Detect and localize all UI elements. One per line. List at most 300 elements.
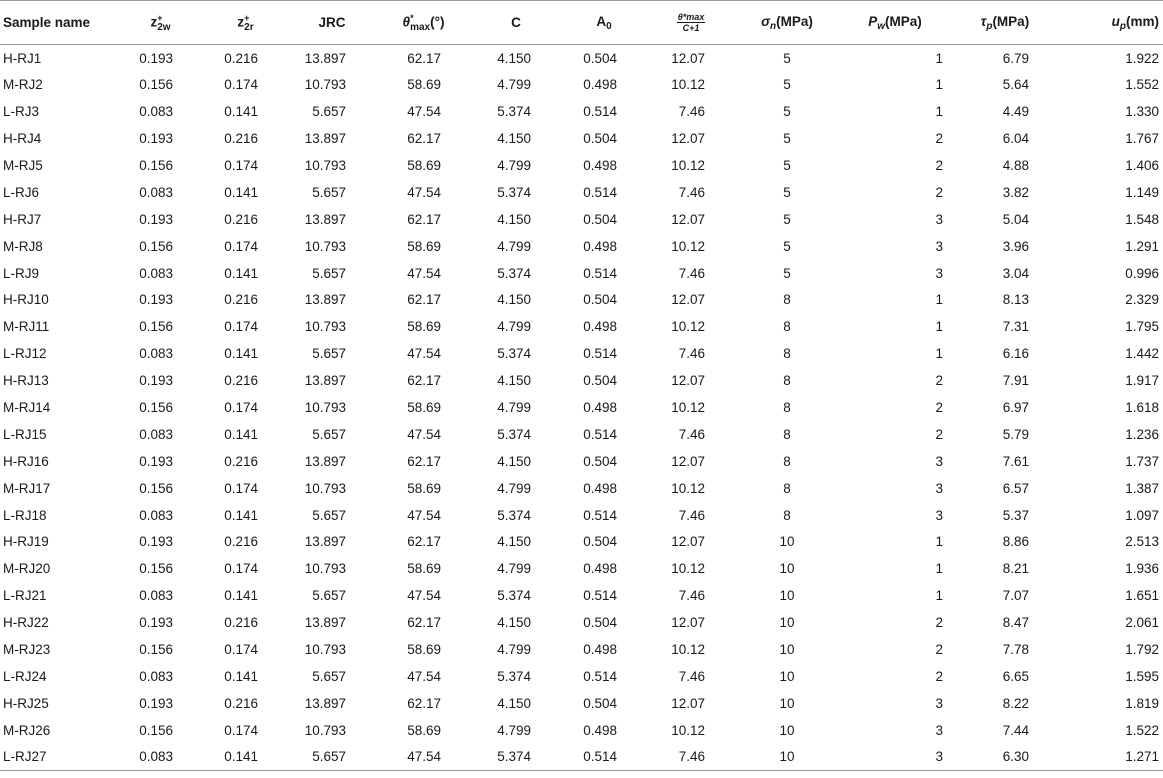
- cell-c: 4.799: [497, 158, 531, 173]
- cell-a0: 0.514: [583, 426, 617, 442]
- cell-sample-name: L-RJ9: [3, 265, 40, 281]
- cell-sample-name: L-RJ18: [3, 507, 47, 523]
- cell-pw: 3: [935, 722, 943, 738]
- header-subscript: 0: [606, 21, 612, 32]
- cell-z2r: 0.141: [224, 749, 258, 765]
- cell-up: 1.442: [1125, 346, 1159, 362]
- cell-theta-max: 47.54: [407, 265, 441, 281]
- cell-theta-max: 47.54: [407, 104, 441, 120]
- header-sigma-n: [735, 1, 839, 45]
- cell-theta-max: 58.69: [407, 238, 441, 254]
- cell-theta-max: 62.17: [407, 615, 441, 631]
- cell-tau-p: 8.21: [1002, 561, 1029, 577]
- table-row: [0, 152, 1163, 179]
- cell-theta-ratio: 10.12: [671, 561, 705, 577]
- cell-sample-name: M-RJ11: [3, 319, 50, 335]
- cell-theta-max: 62.17: [407, 534, 441, 550]
- cell-a0: 0.514: [583, 507, 617, 523]
- cell-a0: 0.514: [583, 668, 617, 684]
- cell-c: 4.150: [497, 131, 531, 147]
- cell-a0: 0.504: [583, 131, 617, 147]
- cell-pw: 2: [935, 400, 943, 416]
- cell-tau-p: 8.13: [1002, 292, 1029, 308]
- cell-z2r: 0.174: [224, 319, 258, 335]
- cell-a0: 0.498: [583, 561, 617, 577]
- cell-theta-ratio: 7.46: [678, 668, 705, 684]
- cell-up: 1.767: [1125, 131, 1159, 147]
- cell-theta-max: 58.69: [407, 642, 441, 658]
- cell-theta-max: 47.54: [407, 426, 441, 442]
- table-row: [0, 71, 1163, 98]
- cell-pw: 1: [935, 104, 943, 120]
- cell-theta-ratio: 7.46: [678, 507, 705, 523]
- cell-jrc: 13.897: [304, 453, 346, 469]
- cell-theta-ratio: 7.46: [678, 426, 705, 442]
- cell-up: 1.522: [1125, 722, 1159, 738]
- cell-jrc: 13.897: [304, 292, 346, 308]
- cell-theta-max: 62.17: [407, 211, 441, 227]
- cell-z2r: 0.174: [224, 480, 258, 496]
- cell-tau-p: 4.88: [1002, 158, 1029, 173]
- cell-z2r: 0.141: [224, 104, 258, 120]
- cell-a0: 0.504: [583, 534, 617, 550]
- cell-tau-p: 7.91: [1002, 373, 1029, 389]
- header-symbol: C: [511, 15, 521, 30]
- cell-a0: 0.504: [583, 50, 617, 66]
- cell-theta-max: 62.17: [407, 292, 441, 308]
- cell-c: 4.150: [497, 373, 531, 389]
- cell-c: 4.150: [497, 534, 531, 550]
- cell-sample-name: M-RJ14: [3, 400, 51, 416]
- cell-z2w: 0.156: [139, 238, 173, 254]
- cell-theta-max: 62.17: [407, 373, 441, 389]
- cell-theta-max: 47.54: [407, 749, 441, 765]
- table-row: [0, 313, 1163, 340]
- cell-tau-p: 5.04: [1002, 211, 1029, 227]
- cell-c: 4.150: [497, 50, 531, 66]
- cell-sample-name: M-RJ20: [3, 561, 51, 577]
- cell-tau-p: 6.57: [1002, 480, 1029, 496]
- cell-pw: 3: [935, 749, 943, 765]
- cell-tau-p: 3.04: [1002, 265, 1029, 281]
- cell-tau-p: 8.86: [1002, 534, 1029, 550]
- cell-up: 1.552: [1125, 77, 1159, 93]
- cell-z2r: 0.216: [224, 50, 258, 66]
- cell-z2w: 0.193: [139, 50, 173, 66]
- cell-up: 1.291: [1125, 238, 1159, 254]
- cell-z2w: 0.156: [139, 561, 173, 577]
- cell-jrc: 13.897: [304, 373, 346, 389]
- cell-z2w: 0.156: [139, 722, 173, 738]
- cell-theta-max: 58.69: [407, 722, 441, 738]
- cell-jrc: 13.897: [304, 695, 346, 711]
- header-scripts: [877, 14, 885, 31]
- cell-z2w: 0.193: [139, 615, 173, 631]
- cell-c: 5.374: [497, 184, 531, 200]
- header-subscript: p: [1119, 21, 1126, 32]
- cell-sigma-n: 5: [783, 77, 791, 93]
- table-row: [0, 663, 1163, 690]
- table-row: [0, 179, 1163, 206]
- cell-z2w: 0.083: [139, 749, 173, 765]
- cell-jrc: 10.793: [304, 642, 346, 658]
- cell-a0: 0.504: [583, 453, 617, 469]
- header-symbol: z: [150, 14, 158, 30]
- cell-a0: 0.504: [583, 292, 617, 308]
- cell-jrc: 10.793: [304, 400, 346, 416]
- cell-a0: 0.498: [583, 722, 617, 738]
- cell-tau-p: 8.47: [1002, 615, 1029, 631]
- cell-theta-ratio: 12.07: [671, 534, 705, 550]
- table-row: [0, 260, 1163, 287]
- cell-up: 1.097: [1125, 507, 1159, 523]
- table-row: [0, 448, 1163, 475]
- cell-sample-name: H-RJ1: [3, 50, 42, 66]
- cell-sigma-n: 10: [779, 588, 795, 604]
- cell-sigma-n: 10: [779, 534, 795, 550]
- cell-up: 1.149: [1125, 184, 1159, 200]
- cell-theta-max: 58.69: [407, 158, 441, 173]
- cell-up: 1.792: [1125, 642, 1159, 658]
- cell-theta-ratio: 10.12: [671, 480, 705, 496]
- table-row: [0, 125, 1163, 152]
- header-unit: (mm): [1126, 14, 1159, 30]
- cell-a0: 0.504: [583, 211, 617, 227]
- cell-up: 1.917: [1125, 373, 1159, 389]
- table-row: [0, 45, 1163, 72]
- cell-theta-max: 58.69: [407, 319, 441, 335]
- header-a0: [561, 1, 647, 45]
- cell-z2w: 0.083: [139, 104, 173, 120]
- cell-a0: 0.514: [583, 184, 617, 200]
- cell-theta-ratio: 10.12: [671, 400, 705, 416]
- cell-pw: 2: [935, 642, 943, 658]
- cell-up: 1.936: [1125, 561, 1159, 577]
- cell-theta-ratio: 7.46: [678, 265, 705, 281]
- cell-theta-max: 47.54: [407, 507, 441, 523]
- cell-sigma-n: 10: [779, 695, 795, 711]
- cell-theta-max: 62.17: [407, 695, 441, 711]
- cell-jrc: 10.793: [304, 238, 346, 254]
- header-theta-max: [376, 1, 471, 45]
- cell-c: 4.799: [497, 238, 531, 254]
- cell-a0: 0.514: [583, 588, 617, 604]
- header-unit: (MPa): [885, 14, 922, 30]
- cell-tau-p: 7.78: [1002, 642, 1029, 658]
- cell-theta-ratio: 7.46: [678, 104, 705, 120]
- cell-z2w: 0.083: [139, 184, 173, 200]
- header-c: [471, 1, 561, 45]
- cell-theta-max: 62.17: [407, 131, 441, 147]
- cell-z2w: 0.156: [139, 158, 173, 173]
- table-row: [0, 636, 1163, 663]
- table-row: [0, 287, 1163, 314]
- cell-a0: 0.514: [583, 346, 617, 362]
- table-row: [0, 717, 1163, 744]
- cell-c: 4.799: [497, 77, 531, 93]
- cell-c: 4.799: [497, 722, 531, 738]
- cell-sample-name: L-RJ6: [3, 184, 40, 200]
- cell-sample-name: L-RJ24: [3, 668, 47, 684]
- cell-tau-p: 7.31: [1002, 319, 1029, 335]
- header-jrc: [288, 1, 376, 45]
- cell-theta-ratio: 12.07: [671, 292, 705, 308]
- cell-theta-ratio: 12.07: [671, 373, 705, 389]
- header-pw: [839, 1, 951, 45]
- cell-c: 4.150: [497, 615, 531, 631]
- cell-z2r: 0.141: [224, 265, 258, 281]
- cell-sigma-n: 10: [779, 668, 795, 684]
- cell-theta-max: 47.54: [407, 346, 441, 362]
- cell-theta-ratio: 12.07: [671, 131, 705, 147]
- header-symbol: Sample name: [3, 15, 91, 30]
- cell-sigma-n: 5: [783, 211, 791, 227]
- cell-jrc: 5.657: [312, 184, 346, 200]
- cell-theta-ratio: 7.46: [678, 184, 705, 200]
- cell-z2r: 0.141: [224, 184, 258, 200]
- cell-pw: 1: [935, 588, 943, 604]
- header-up: [1059, 1, 1163, 45]
- cell-pw: 2: [935, 668, 943, 684]
- cell-a0: 0.498: [583, 400, 617, 416]
- cell-theta-ratio: 10.12: [671, 238, 705, 254]
- header-superscript: +: [244, 12, 250, 23]
- cell-sample-name: M-RJ23: [3, 642, 51, 658]
- header-scripts: [244, 14, 253, 32]
- cell-pw: 1: [935, 346, 943, 362]
- header-subscript: n: [770, 21, 777, 32]
- cell-up: 1.330: [1125, 104, 1159, 120]
- cell-pw: 2: [935, 184, 943, 200]
- header-symbol: A: [596, 14, 607, 30]
- header-subscript: 2w: [157, 21, 171, 33]
- cell-a0: 0.498: [583, 77, 617, 93]
- cell-z2w: 0.156: [139, 480, 173, 496]
- cell-theta-max: 47.54: [407, 588, 441, 604]
- table-row: [0, 475, 1163, 502]
- cell-theta-max: 58.69: [407, 400, 441, 416]
- cell-z2w: 0.193: [139, 211, 173, 227]
- cell-tau-p: 6.30: [1002, 749, 1029, 765]
- cell-theta-ratio: 10.12: [671, 158, 705, 173]
- cell-z2r: 0.216: [224, 292, 258, 308]
- cell-sample-name: M-RJ8: [3, 238, 43, 254]
- table-row: [0, 502, 1163, 529]
- cell-pw: 2: [935, 615, 943, 631]
- cell-up: 1.819: [1125, 695, 1159, 711]
- cell-z2r: 0.174: [224, 400, 258, 416]
- cell-tau-p: 7.07: [1002, 588, 1029, 604]
- cell-sigma-n: 5: [783, 158, 791, 173]
- cell-pw: 3: [935, 238, 943, 254]
- cell-c: 4.150: [497, 453, 531, 469]
- cell-jrc: 13.897: [304, 211, 346, 227]
- cell-theta-ratio: 12.07: [671, 211, 705, 227]
- header-scripts: [157, 14, 170, 32]
- fraction-denominator: C+1: [682, 23, 700, 33]
- cell-c: 5.374: [497, 265, 531, 281]
- cell-sigma-n: 10: [779, 722, 795, 738]
- cell-tau-p: 6.79: [1002, 50, 1029, 66]
- cell-tau-p: 6.04: [1002, 131, 1029, 147]
- cell-c: 4.799: [497, 561, 531, 577]
- cell-jrc: 10.793: [304, 319, 346, 335]
- cell-up: 0.996: [1125, 265, 1159, 281]
- cell-pw: 1: [935, 77, 943, 93]
- cell-pw: 1: [935, 561, 943, 577]
- cell-theta-ratio: 12.07: [671, 615, 705, 631]
- cell-sigma-n: 8: [783, 292, 791, 308]
- cell-c: 4.799: [497, 400, 531, 416]
- cell-sigma-n: 10: [779, 561, 795, 577]
- cell-c: 4.799: [497, 319, 531, 335]
- cell-pw: 1: [935, 534, 943, 550]
- cell-jrc: 10.793: [304, 158, 346, 173]
- cell-jrc: 10.793: [304, 480, 346, 496]
- cell-z2r: 0.174: [224, 722, 258, 738]
- header-unit: (MPa): [776, 14, 813, 30]
- cell-up: 2.061: [1125, 615, 1159, 631]
- table-row: [0, 609, 1163, 636]
- cell-jrc: 5.657: [312, 588, 346, 604]
- cell-tau-p: 5.64: [1002, 77, 1029, 93]
- cell-z2r: 0.141: [224, 507, 258, 523]
- header-symbol: θ: [402, 14, 411, 30]
- cell-a0: 0.514: [583, 104, 617, 120]
- cell-tau-p: 5.79: [1002, 426, 1029, 442]
- cell-theta-ratio: 7.46: [678, 588, 705, 604]
- cell-z2w: 0.156: [139, 400, 173, 416]
- cell-jrc: 13.897: [304, 50, 346, 66]
- table-row: [0, 98, 1163, 125]
- cell-tau-p: 7.44: [1002, 722, 1029, 738]
- cell-jrc: 13.897: [304, 615, 346, 631]
- table-row: [0, 582, 1163, 609]
- header-subscript: max: [410, 21, 431, 33]
- cell-up: 1.795: [1125, 319, 1159, 335]
- table-header-row: [0, 1, 1163, 45]
- table-row: [0, 367, 1163, 394]
- cell-sample-name: H-RJ7: [3, 211, 42, 227]
- cell-a0: 0.514: [583, 749, 617, 765]
- cell-jrc: 10.793: [304, 77, 346, 93]
- cell-jrc: 13.897: [304, 131, 346, 147]
- cell-z2r: 0.141: [224, 668, 258, 684]
- header-scripts: [410, 14, 430, 32]
- cell-sample-name: H-RJ4: [3, 131, 42, 147]
- table-row: [0, 233, 1163, 260]
- header-sample-name: [0, 1, 118, 45]
- cell-a0: 0.504: [583, 373, 617, 389]
- cell-sample-name: H-RJ25: [3, 695, 49, 711]
- cell-jrc: 5.657: [312, 668, 346, 684]
- cell-sigma-n: 8: [783, 480, 791, 496]
- cell-pw: 2: [935, 426, 943, 442]
- header-superscript: +: [157, 12, 163, 23]
- header-unit: (MPa): [992, 14, 1030, 30]
- cell-c: 4.150: [497, 695, 531, 711]
- header-symbol: τ: [980, 14, 987, 30]
- cell-up: 1.271: [1125, 749, 1159, 765]
- cell-jrc: 5.657: [312, 104, 346, 120]
- table-body: [0, 45, 1163, 771]
- cell-z2w: 0.083: [139, 265, 173, 281]
- cell-sigma-n: 8: [783, 400, 791, 416]
- table-row: [0, 744, 1163, 771]
- cell-tau-p: 3.82: [1002, 184, 1029, 200]
- cell-jrc: 10.793: [304, 561, 346, 577]
- cell-z2w: 0.083: [139, 507, 173, 523]
- cell-c: 4.799: [497, 642, 531, 658]
- cell-z2r: 0.216: [224, 211, 258, 227]
- cell-sample-name: L-RJ21: [3, 588, 47, 604]
- cell-theta-ratio: 10.12: [671, 319, 705, 335]
- cell-theta-ratio: 7.46: [678, 749, 705, 765]
- cell-sigma-n: 8: [783, 453, 791, 469]
- fraction-numerator: θ*max: [677, 12, 705, 22]
- table-row: [0, 394, 1163, 421]
- cell-sigma-n: 8: [783, 346, 791, 362]
- cell-theta-ratio: 12.07: [671, 453, 705, 469]
- cell-sigma-n: 5: [783, 50, 791, 66]
- cell-pw: 3: [935, 265, 943, 281]
- table-row: [0, 690, 1163, 717]
- cell-z2w: 0.083: [139, 668, 173, 684]
- cell-a0: 0.498: [583, 319, 617, 335]
- cell-jrc: 5.657: [312, 346, 346, 362]
- cell-z2r: 0.174: [224, 561, 258, 577]
- cell-c: 5.374: [497, 104, 531, 120]
- cell-z2w: 0.083: [139, 426, 173, 442]
- cell-theta-max: 47.54: [407, 184, 441, 200]
- cell-theta-max: 58.69: [407, 77, 441, 93]
- cell-z2w: 0.083: [139, 346, 173, 362]
- cell-sample-name: H-RJ19: [3, 534, 49, 550]
- fraction: [677, 12, 706, 33]
- table-row: [0, 529, 1163, 556]
- cell-tau-p: 5.37: [1002, 507, 1029, 523]
- cell-tau-p: 6.65: [1002, 668, 1029, 684]
- cell-up: 1.737: [1125, 453, 1159, 469]
- cell-pw: 1: [935, 292, 943, 308]
- cell-z2r: 0.141: [224, 588, 258, 604]
- cell-up: 1.618: [1125, 400, 1159, 416]
- cell-tau-p: 6.97: [1002, 400, 1029, 416]
- cell-c: 5.374: [497, 588, 531, 604]
- cell-jrc: 5.657: [312, 426, 346, 442]
- cell-pw: 1: [935, 319, 943, 335]
- cell-pw: 3: [935, 480, 943, 496]
- cell-theta-ratio: 12.07: [671, 695, 705, 711]
- cell-a0: 0.498: [583, 642, 617, 658]
- table-row: [0, 555, 1163, 582]
- cell-jrc: 5.657: [312, 265, 346, 281]
- cell-c: 4.150: [497, 211, 531, 227]
- header-symbol: JRC: [318, 15, 346, 30]
- cell-theta-ratio: 12.07: [671, 50, 705, 66]
- cell-c: 5.374: [497, 426, 531, 442]
- cell-up: 2.513: [1125, 534, 1159, 550]
- cell-z2w: 0.083: [139, 588, 173, 604]
- cell-z2r: 0.216: [224, 534, 258, 550]
- cell-z2w: 0.156: [139, 77, 173, 93]
- cell-tau-p: 8.22: [1002, 695, 1029, 711]
- cell-sigma-n: 8: [783, 373, 791, 389]
- header-subscript: 2r: [244, 21, 254, 33]
- cell-sample-name: L-RJ15: [3, 426, 47, 442]
- cell-c: 5.374: [497, 507, 531, 523]
- cell-sample-name: H-RJ22: [3, 615, 49, 631]
